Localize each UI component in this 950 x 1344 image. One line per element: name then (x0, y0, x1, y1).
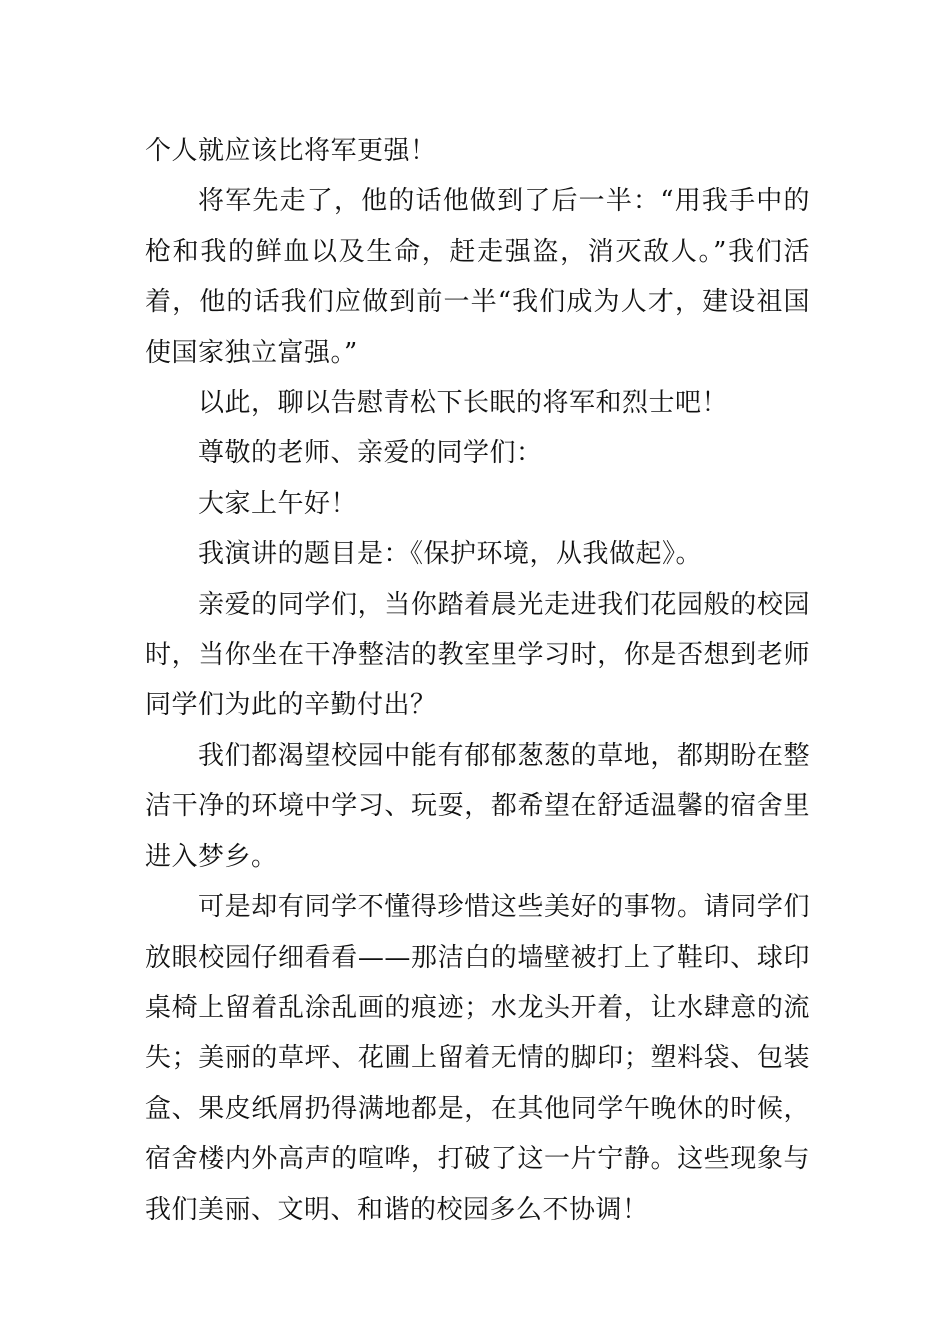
paragraph-tribute: 以此，聊以告慰青松下长眠的将军和烈士吧！ (198, 388, 729, 419)
document-body (145, 126, 810, 1235)
paragraph-speech-topic: 我演讲的题目是：《保护环境，从我做起》。 (198, 539, 703, 570)
paragraph-campus-wishes: 我们都渴望校园中能有郁郁葱葱的草地，都期盼在整洁干净的环境中学习、玩耍，都希望在舒适温馨的宿舍里进入梦乡。 (145, 740, 810, 872)
paragraph-salutation: 尊敬的老师、亲爱的同学们： (198, 438, 543, 469)
paragraph-campus-problems: 可是却有同学不懂得珍惜这些美好的事物。请同学们放眼校园仔细看看——那洁白的墙壁被打上了鞋印、球印桌椅上留着乱涂乱画的痕迹；水龙头开着，让水肆意的流失；美丽的草坪、花圃上留着无情的脚印；塑料袋、包装盒、果皮纸屑扔得满地都是，在其他同学午晚休的时候，宿舍楼内外高声的喧哗，打破了这一片宁静。这些现象与我们美丽、文明、和谐的校园多么不协调！ (145, 892, 810, 1225)
paragraph-continuation: 个人就应该比将军更强！ (145, 136, 437, 166)
paragraph-greeting: 大家上午好！ (198, 488, 358, 519)
paragraph-general-words: 将军先走了，他的话他做到了后一半：“用我手中的枪和我的鲜血以及生命，赶走强盗，消灭敌人。”我们活着，他的话我们应做到前一半“我们成为人才，建设祖国使国家独立富强。” (145, 186, 810, 368)
paragraph-campus-question: 亲爱的同学们，当你踏着晨光走进我们花园般的校园时，当你坐在干净整洁的教室里学习时，你是否想到老师同学们为此的辛勤付出？ (145, 589, 810, 721)
